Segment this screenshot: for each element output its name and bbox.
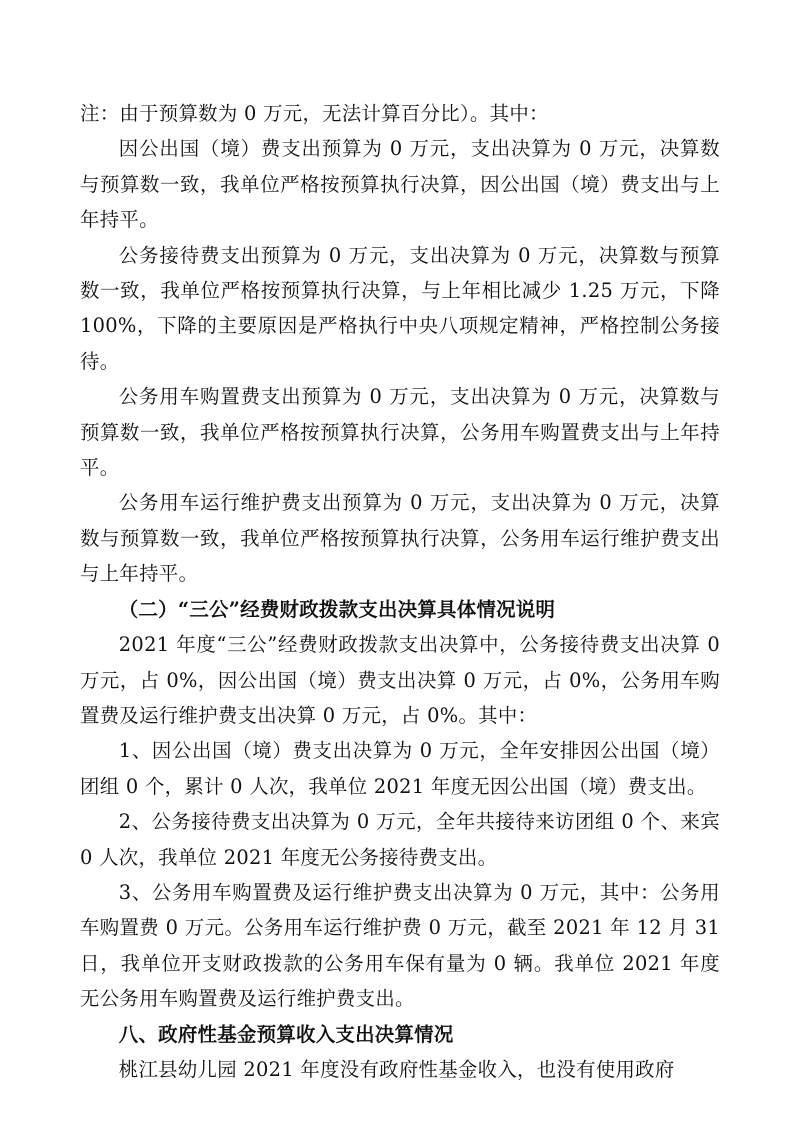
paragraph-vehicle-maintenance-budget: 公务用车运行维护费支出预算为 0 万元，支出决算为 0 万元，决算数与预算数一致，我单位严格按预算执行决算，公务用车运行维护费支出与上年持平。: [80, 491, 720, 586]
paragraph-reception-budget: 公务接待费支出预算为 0 万元，支出决算为 0 万元，决算数与预算数一致，我单位严格按预算执行决算，与上年相比减少 1.25 万元，下降 100%，下降的主要原因是严格执行中央八项规定精神，严格控制公务接待。: [80, 243, 720, 373]
paragraph-item-vehicle: 3、公务用车购置费及运行维护费支出决算为 0 万元，其中：公务用车购置费 0 万元。公务用车运行维护费 0 万元，截至 2021 年 12 月 31 日，我单位开支财政拨款的公务用车保有量为 0 辆。我单位 2021 年度无公务用车购置费及运行维护费支出。: [80, 880, 720, 1011]
paragraph-government-fund: 桃江县幼儿园 2021 年度没有政府性基金收入，也没有使用政府: [118, 1057, 675, 1081]
paragraph-item-reception: 2、公务接待费支出决算为 0 万元，全年共接待来访团组 0 个、来宾 0 人次，我单位 2021 年度无公务接待费支出。: [80, 810, 720, 869]
paragraph-three-public-summary: 2021 年度“三公”经费财政拨款支出决算中，公务接待费支出决算 0 万元，占 0%，因公出国（境）费支出决算 0 万元，占 0%，公务用车购置费及运行维护费支出决算 0 万元，占 0%。其中：: [80, 633, 720, 727]
paragraph-overseas-budget: 因公出国（境）费支出预算为 0 万元，支出决算为 0 万元，决算数与预算数一致，我单位严格按预算执行决算，因公出国（境）费支出与上年持平。: [80, 137, 720, 232]
section-heading-three-public: （二）“三公”经费财政拨款支出决算具体情况说明: [118, 597, 556, 621]
paragraph-note: 注：由于预算数为 0 万元，无法计算百分比）。其中：: [80, 102, 549, 125]
paragraph-vehicle-purchase-budget: 公务用车购置费支出预算为 0 万元，支出决算为 0 万元，决算数与预算数一致，我单位严格按预算执行决算，公务用车购置费支出与上年持平。: [80, 385, 720, 480]
section-heading-government-fund: 八、政府性基金预算收入支出决算情况: [118, 1022, 454, 1046]
document-page: [80, 96, 720, 1087]
paragraph-item-overseas: 1、因公出国（境）费支出决算为 0 万元，全年安排因公出国（境）团组 0 个，累计 0 人次，我单位 2021 年度无因公出国（境）费支出。: [80, 739, 720, 798]
